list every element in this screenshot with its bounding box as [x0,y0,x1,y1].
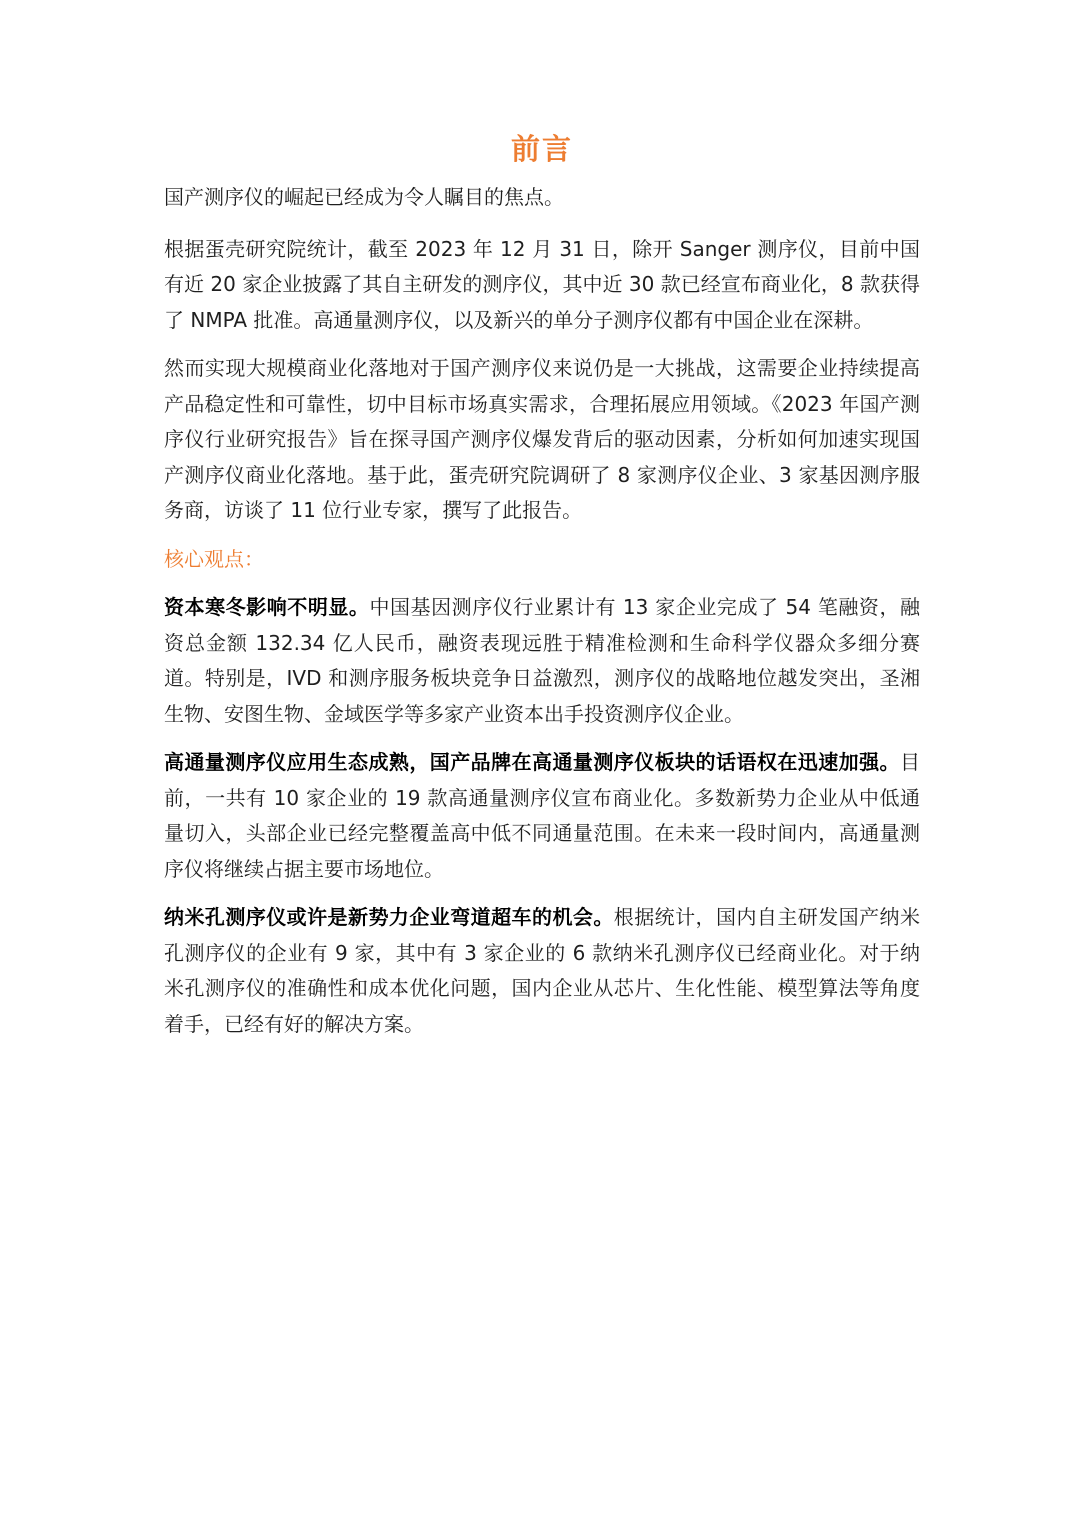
key-point-body: 根据统计，国内自主研发国产纳米孔测序仪的企业有 9 家，其中有 3 家企业的 6 款纳米孔测序仪已经商业化。对于纳米孔测序仪的准确性和成本优化问题，国内企业从芯片、生化性能、模型算法等角度着手，已经有好的解决方案。 [164,905,921,1036]
key-point-capital [164,590,920,732]
key-point-body: 目前，一共有 10 家企业的 19 款高通量测序仪宣布商业化。多数新势力企业从中低通量切入，头部企业已经完整覆盖高中低不同通量范围。在未来一段时间内，高通量测序仪将继续占据主要市场地位。 [164,750,920,881]
key-point-lead: 高通量测序仪应用生态成熟，国产品牌在高通量测序仪板块的话语权在迅速加强。 [164,750,900,774]
key-point-nanopore [164,900,920,1042]
stats-paragraph: 根据蛋壳研究院统计，截至 2023 年 12 月 31 日，除开 Sanger 测序仪，目前中国有近 20 家企业披露了其自主研发的测序仪，其中近 30 款已经宣布商业化，8 款获得了 NMPA 批准。高通量测序仪，以及新兴的单分子测序仪都有中国企业在深耕。 [164,236,920,332]
key-point-lead: 资本寒冬影响不明显。 [164,595,370,619]
page-title: 前言 [510,132,573,166]
key-point-body: 中国基因测序仪行业累计有 13 家企业完成了 54 笔融资，融资总金额 132.34 亿人民币，融资表现远胜于精准检测和生命科学仪器众多细分赛道。特别是，IVD 和测序服务板块竞争日益激烈，测序仪的战略地位越发突出，圣湘生物、安图生物、金域医学等多家产业资本出手投资测序仪企业。 [164,595,921,726]
document-page [164,128,920,1055]
intro-paragraph: 国产测序仪的崛起已经成为令人瞩目的焦点。 [164,185,564,209]
key-point-lead: 纳米孔测序仪或许是新势力企业弯道超车的机会。 [164,905,614,929]
challenge-paragraph: 然而实现大规模商业化落地对于国产测序仪来说仍是一大挑战，这需要企业持续提高产品稳定性和可靠性，切中目标市场真实需求，合理拓展应用领域。《2023 年国产测序仪行业研究报告》旨在探寻国产测序仪爆发背后的驱动因素，分析如何加速实现国产测序仪商业化落地。基于此，蛋壳研究院调研了 8 家测序仪企业、3 家基因测序服务商，访谈了 11 位行业专家，撰写了此报告。 [164,356,920,522]
key-point-high-throughput [164,745,920,887]
key-points-label: 核心观点： [164,546,264,571]
